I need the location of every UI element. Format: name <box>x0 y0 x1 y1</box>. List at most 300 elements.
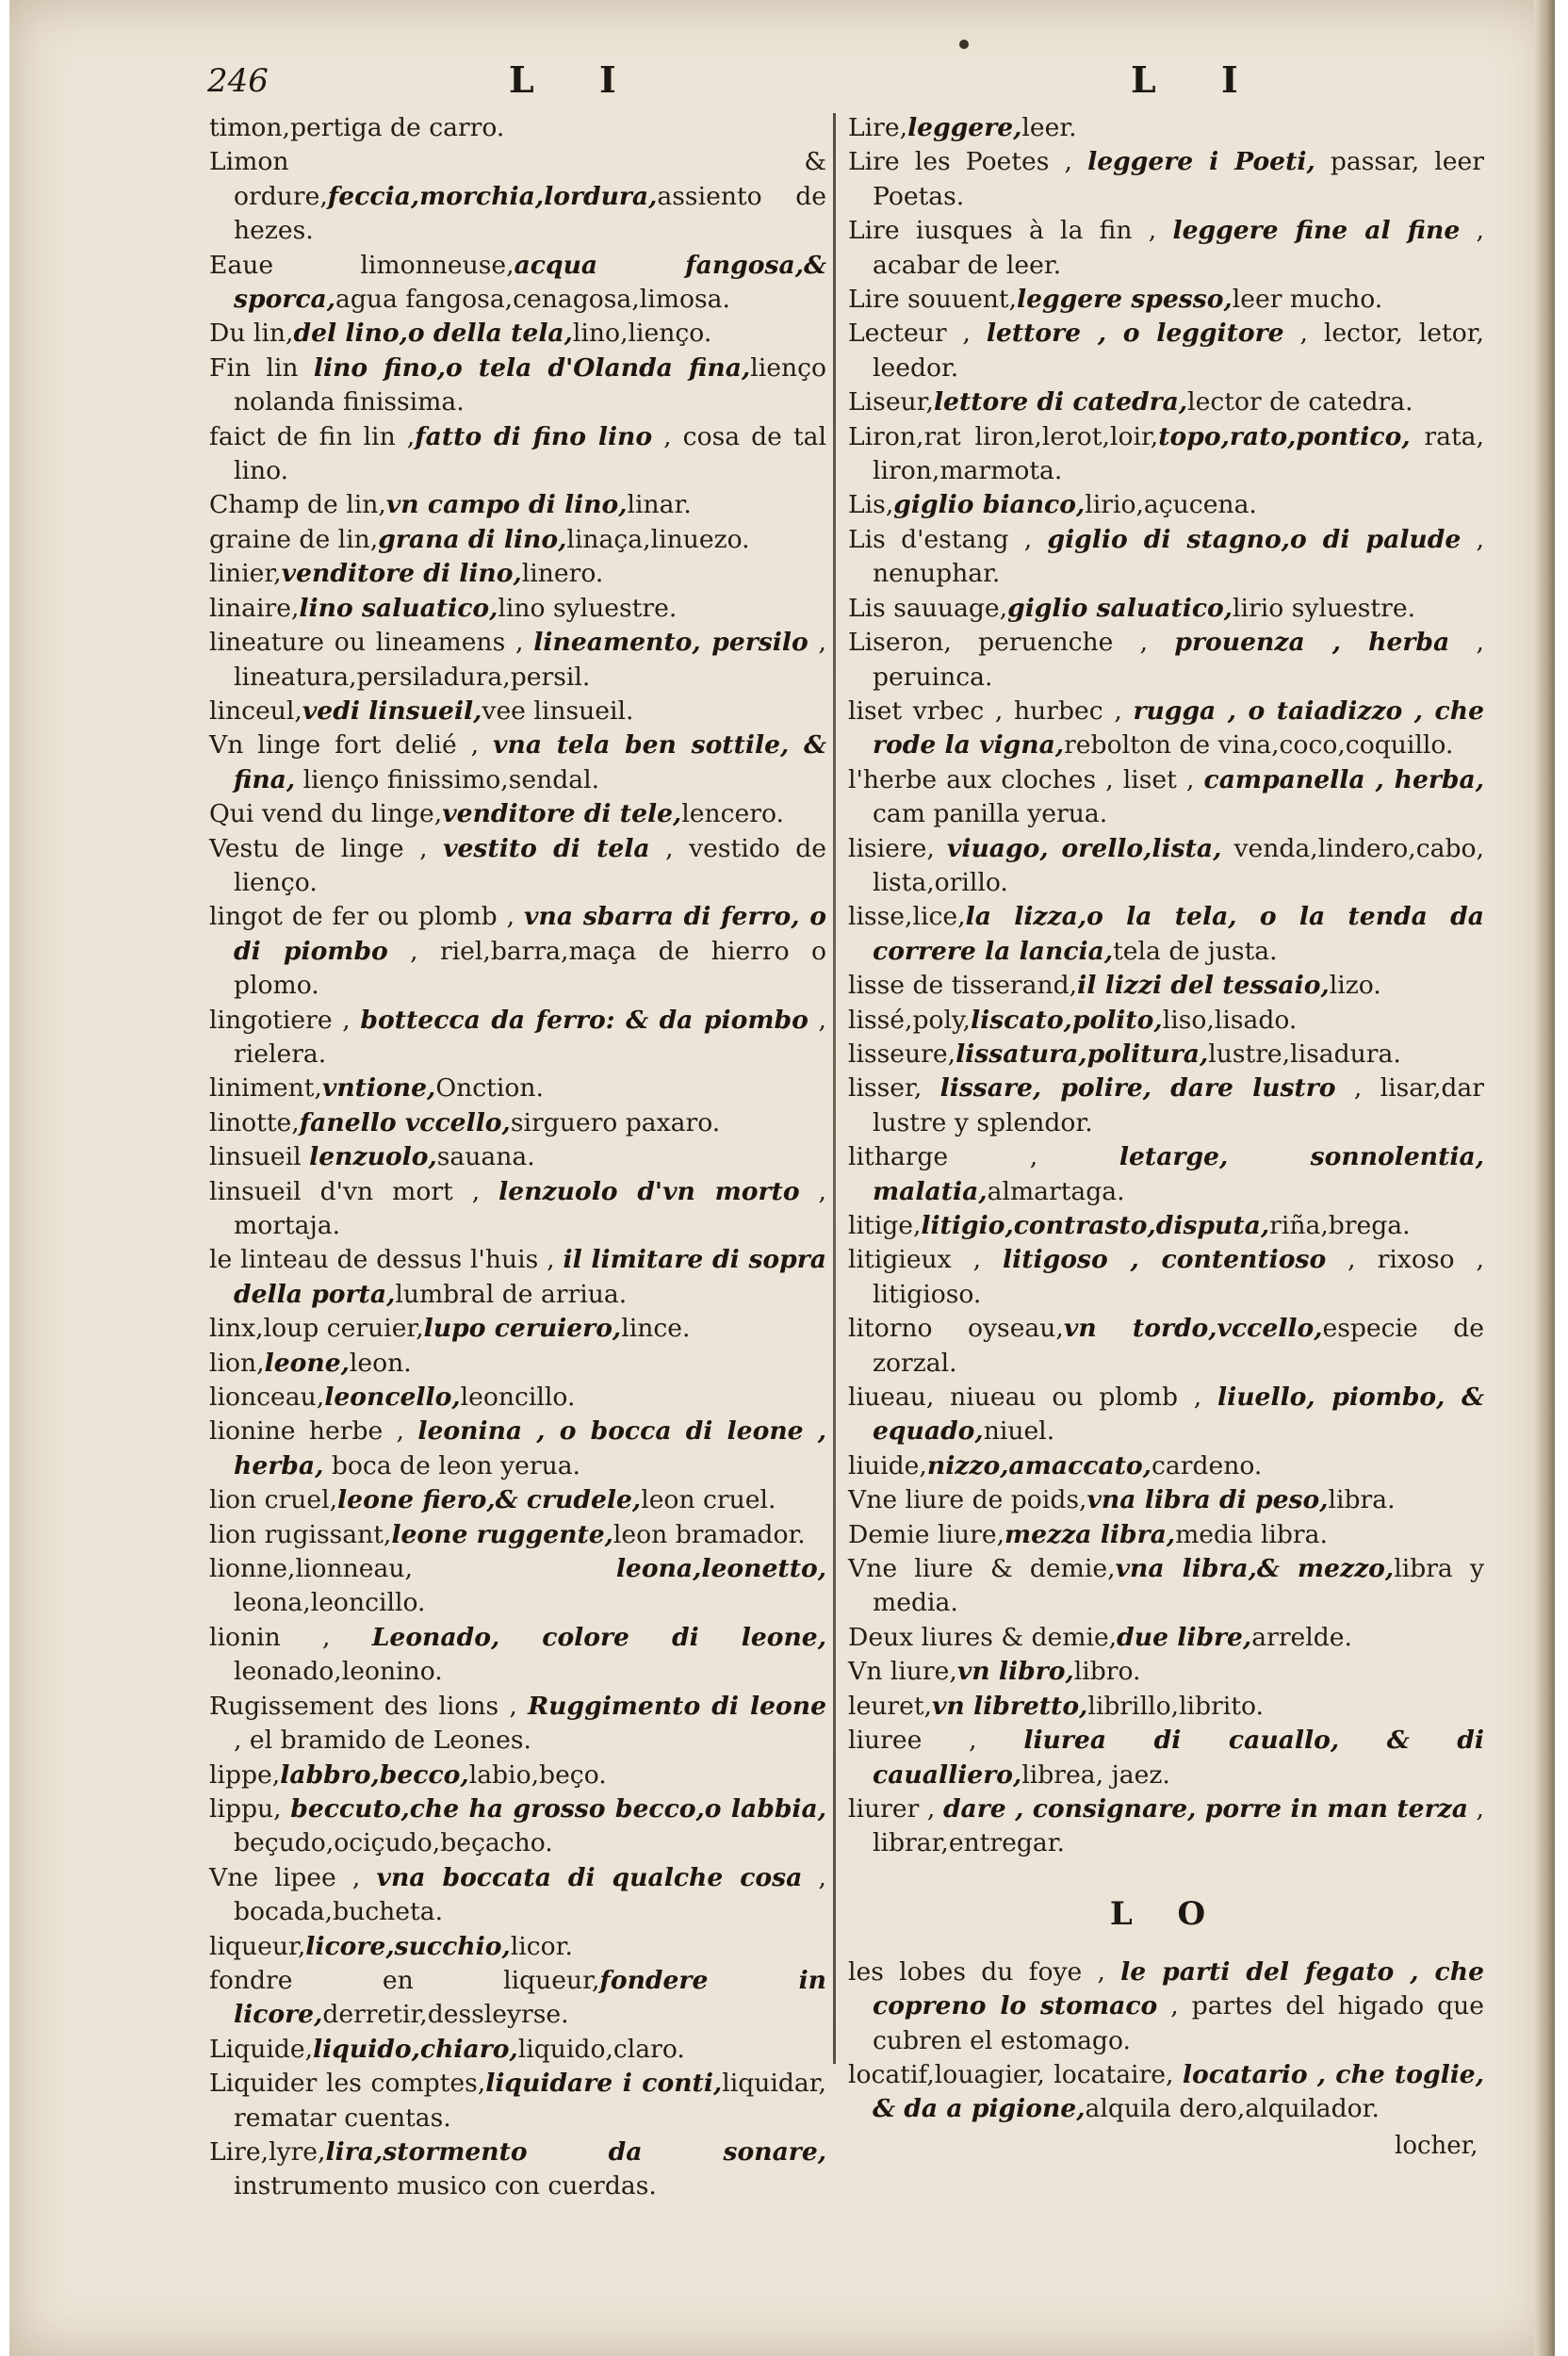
entry-french: le linteau de dessus l'huis , <box>209 1245 564 1275</box>
entry-italian: leggere i Poeti, <box>1087 147 1315 177</box>
dictionary-entry <box>848 1552 1484 1621</box>
entry-french: lionin , <box>209 1622 372 1652</box>
entry-french: lineature ou lineamens , <box>209 628 534 658</box>
entry-french: lissé,poly, <box>848 1005 971 1035</box>
dictionary-entry <box>209 1792 826 1861</box>
entry-french: lionceau, <box>209 1383 325 1413</box>
dictionary-entry <box>209 111 826 145</box>
entry-italian: leone fiero,& crudele, <box>337 1485 642 1515</box>
entry-french: Liseur, <box>848 387 934 417</box>
entry-french: liuide, <box>848 1450 927 1481</box>
entry-italian: la lizza,o la tela, o la tenda da correre la lancia, <box>873 902 1484 966</box>
entry-italian: vna boccata di qualche cosa <box>376 1862 803 1892</box>
right-running-head <box>1131 58 1319 115</box>
entry-spanish: leonado,leonino. <box>234 1657 443 1687</box>
entry-french: les lobes du foye , <box>848 1956 1121 1987</box>
entry-french: Deux liures & demie, <box>848 1622 1118 1652</box>
entry-spanish: , rielera. <box>234 1005 826 1069</box>
dictionary-entry <box>209 523 826 557</box>
dictionary-entry <box>848 1243 1484 1312</box>
entry-italian: leggere, <box>907 113 1022 142</box>
entry-spanish: librea, jaez. <box>1021 1759 1170 1790</box>
entry-spanish: lustre,lisadura. <box>1208 1039 1401 1069</box>
entry-italian: leggere fine al fine <box>1172 216 1461 246</box>
entry-italian: lettore , o leggitore <box>986 319 1284 349</box>
entry-spanish: lino,lienço. <box>572 319 712 349</box>
entry-french: linier, <box>209 559 282 589</box>
entry-italian: il limitare di sopra della porta, <box>234 1245 826 1309</box>
entry-spanish: lienço finissimo,sendal. <box>295 764 600 794</box>
entry-french: lion, <box>209 1348 265 1378</box>
entry-french: lisse de tisserand, <box>848 971 1078 1001</box>
dictionary-entry <box>848 214 1484 283</box>
entry-italian: bottecca da ferro: & da piombo <box>360 1005 808 1035</box>
entry-spanish: especie de zorzal. <box>873 1314 1484 1378</box>
dictionary-entry <box>848 900 1484 969</box>
entry-french: Lecteur , <box>848 319 987 349</box>
entry-french: Lire,lyre, <box>209 2136 326 2167</box>
entry-italian: liuello, piombo, & equado, <box>873 1383 1484 1447</box>
left-running-head <box>207 58 858 115</box>
entry-italian: giglio bianco, <box>893 490 1086 520</box>
entry-italian: vntione, <box>321 1073 436 1104</box>
entry-spanish: , bocada,bucheta. <box>234 1862 826 1927</box>
entry-spanish: licor. <box>510 1931 573 1961</box>
entry-italian: leone ruggente, <box>391 1519 613 1549</box>
entry-french: Lis d'estang , <box>848 524 1048 554</box>
entry-spanish: niuel. <box>983 1416 1055 1447</box>
entry-italian: Ruggimento di leone <box>528 1691 826 1721</box>
entry-spanish: , cosa de tal lino. <box>234 421 826 486</box>
entry-italian: vna sbarra di ferro, o di piombo <box>234 902 826 966</box>
book-page <box>9 0 1555 2356</box>
dictionary-entry <box>848 1955 1484 2058</box>
entry-spanish: libra y media. <box>873 1554 1485 1618</box>
entry-french: locatif,louagier, locataire, <box>848 2059 1183 2089</box>
entry-italian: vn libro, <box>956 1657 1074 1687</box>
dictionary-entry <box>209 832 826 901</box>
right-column <box>848 111 1484 2127</box>
entry-french: lippe, <box>209 1759 281 1790</box>
dictionary-entry <box>209 1930 826 1964</box>
entry-italian: lissatura,politura, <box>956 1039 1209 1069</box>
entry-spanish: venda,lindero,cabo, lista,orillo. <box>873 833 1484 897</box>
dictionary-entry <box>209 2067 826 2135</box>
dictionary-entry <box>848 145 1484 214</box>
entry-french: Vestu de linge , <box>209 833 444 863</box>
entry-spanish: leer. <box>1021 113 1077 142</box>
entry-spanish: lector de catedra. <box>1187 387 1413 417</box>
entry-spanish: lienço nolanda finissima. <box>234 352 826 417</box>
entry-spanish: almartaga. <box>987 1176 1125 1206</box>
entry-italian: lino saluatico, <box>299 593 498 623</box>
entry-italian: giglio di stagno,o di palude <box>1047 524 1462 554</box>
entry-italian: liurea di cauallo, & di caualliero, <box>873 1726 1484 1790</box>
entry-italian: rugga , o taiadizzo , che rode la vigna, <box>873 695 1484 761</box>
entry-french: liueau, niueau ou plomb , <box>848 1383 1218 1413</box>
dictionary-entry <box>848 523 1484 592</box>
entry-french: Liquide, <box>209 2034 314 2064</box>
entry-spanish: leoncillo. <box>460 1383 576 1413</box>
page-number: 246 <box>207 62 269 100</box>
entry-italian: grana di lino, <box>378 524 567 554</box>
entry-spanish: riña,brega. <box>1269 1211 1411 1240</box>
dictionary-entry <box>848 969 1484 1003</box>
dictionary-entry <box>848 420 1484 489</box>
entry-french: lion rugissant, <box>209 1519 392 1549</box>
dictionary-entry <box>848 1449 1484 1483</box>
entry-spanish: linero. <box>521 559 604 589</box>
entry-spanish: lirio syluestre. <box>1233 593 1416 623</box>
dictionary-entry <box>848 1621 1484 1655</box>
entry-italian: giglio saluatico, <box>1007 593 1233 623</box>
dictionary-entry <box>209 249 826 318</box>
entry-italian: labbro,becco, <box>280 1759 469 1790</box>
entry-italian: leoncello, <box>324 1383 461 1413</box>
entry-french: Du lin, <box>209 319 294 349</box>
entry-french: Rugissement des lions , <box>209 1691 529 1721</box>
entry-spanish: cam panilla yerua. <box>873 799 1108 829</box>
entry-spanish: lino syluestre. <box>498 593 678 623</box>
dictionary-entry <box>848 1004 1484 1038</box>
entry-italian: locatario , che toglie, & da a pigione, <box>873 2059 1484 2124</box>
dictionary-entry <box>209 1004 826 1072</box>
entry-italian: vna tela ben sottile, & fina, <box>234 730 826 794</box>
entry-french: lippu, <box>209 1793 291 1824</box>
dictionary-entry <box>848 592 1484 626</box>
dictionary-entry <box>209 1140 826 1174</box>
right-head-letters: L I <box>1131 58 1265 101</box>
entry-italian: liquidare i conti, <box>485 2069 723 2099</box>
entry-french: fondre en liqueur, <box>209 1965 600 1995</box>
entry-spanish: libra. <box>1328 1485 1396 1515</box>
entry-spanish: linaça,linuezo. <box>566 524 750 554</box>
entry-spanish: passar, leer Poetas. <box>873 147 1484 211</box>
dictionary-entry <box>848 1483 1484 1517</box>
entry-spanish: agua fangosa,cenagosa,limosa. <box>335 285 730 315</box>
entry-spanish: lince. <box>621 1314 691 1344</box>
entry-italian: lineamento, persilo <box>533 628 808 658</box>
dictionary-entry <box>209 1381 826 1415</box>
entry-french: Lire iusques à la fin , <box>848 216 1173 246</box>
dictionary-entry <box>848 1209 1484 1243</box>
dictionary-entry <box>848 1381 1484 1449</box>
dictionary-entry <box>848 1072 1484 1140</box>
entry-spanish: tela de justa. <box>1113 936 1278 966</box>
entry-spanish: media libra. <box>1175 1519 1328 1549</box>
entry-spanish: , nenuphar. <box>873 524 1484 589</box>
dictionary-entry <box>209 1621 826 1690</box>
dictionary-entry <box>209 352 826 420</box>
dictionary-entry <box>848 283 1484 317</box>
dictionary-entry <box>209 1552 826 1621</box>
entry-italian: lettore di catedra, <box>933 387 1188 417</box>
dictionary-entry <box>848 1038 1484 1072</box>
entry-italian: fanello vccello, <box>299 1107 511 1137</box>
entry-italian: lissare, polire, dare lustro <box>939 1073 1336 1104</box>
entry-italian: topo,rato,pontico, <box>1158 421 1411 451</box>
dictionary-entry <box>209 1175 826 1244</box>
entry-spanish: , lineatura,persiladura,persil. <box>234 628 826 692</box>
dictionary-entry <box>848 832 1484 901</box>
entry-spanish: leon. <box>349 1348 412 1378</box>
entry-spanish: lirio,açucena. <box>1085 490 1257 520</box>
entry-spanish: , mortaja. <box>234 1176 826 1240</box>
section-heading: L O <box>1109 1894 1223 1933</box>
entry-french: Vne lipee , <box>209 1862 377 1892</box>
entry-italian: le parti del fegato , che copreno lo stomaco <box>873 1956 1484 2021</box>
entry-italian: vedi linsueil, <box>302 695 482 726</box>
entry-french: Lis, <box>848 490 894 520</box>
entry-spanish: alquila dero,alquilador. <box>1085 2094 1380 2124</box>
entry-italian: litigio,contrasto,disputa, <box>921 1211 1270 1240</box>
entry-french: leuret, <box>848 1691 932 1721</box>
entry-french: litharge , <box>848 1142 1119 1172</box>
dictionary-entry <box>209 900 826 1003</box>
entry-italian: liquido,chiaro, <box>313 2034 518 2064</box>
entry-italian: vn campo di lino, <box>385 490 628 520</box>
entry-spanish: lumbral de arriua. <box>395 1279 628 1309</box>
entry-italian: due libre, <box>1117 1622 1252 1652</box>
entry-french: Lire les Poetes , <box>848 147 1088 177</box>
dictionary-entry <box>209 1106 826 1140</box>
entry-french: litigieux , <box>848 1245 1004 1275</box>
entry-italian: acqua fangosa,& sporca, <box>234 250 826 315</box>
dictionary-entry <box>848 1518 1484 1552</box>
entry-french: Liquider les comptes, <box>209 2069 486 2099</box>
dictionary-entry <box>209 557 826 591</box>
entry-spanish: , partes del higado que cubren el estomago. <box>873 1991 1484 2055</box>
entry-spanish: leon bramador. <box>612 1519 806 1549</box>
left-column <box>209 111 826 2204</box>
column-rule <box>833 113 836 2064</box>
entry-italian: lenzuolo d'vn morto <box>498 1176 800 1206</box>
entry-french: Vne liure de poids, <box>848 1485 1087 1515</box>
entry-spanish: , librar,entregar. <box>873 1793 1484 1858</box>
dictionary-entry <box>209 2135 826 2204</box>
entry-spanish: , riel,barra,maça de hierro o plomo. <box>234 936 826 1001</box>
entry-italian: leonina , o bocca di leone , herba, <box>234 1416 826 1481</box>
entry-spanish: assiento de hezes. <box>234 181 826 246</box>
dictionary-entry <box>209 1759 826 1792</box>
dictionary-entry <box>848 1792 1484 1861</box>
left-head-letters: L I <box>509 58 643 101</box>
dictionary-entry <box>209 1243 826 1312</box>
dictionary-entry <box>209 1415 826 1483</box>
entry-italian: vestito di tela <box>443 833 650 863</box>
entry-french: Lire souuent, <box>848 285 1017 315</box>
dictionary-entry <box>848 488 1484 522</box>
entry-french: linsueil d'vn mort , <box>209 1176 499 1206</box>
entry-french: liqueur, <box>209 1931 306 1961</box>
entry-french: graine de lin, <box>209 524 379 554</box>
dictionary-entry <box>848 695 1484 763</box>
entry-italian: lino fino,o tela d'Olanda fina, <box>313 352 751 383</box>
entry-french: Lire, <box>848 113 908 142</box>
entry-french: liurer , <box>848 1793 943 1824</box>
entry-italian: venditore di lino, <box>281 559 522 589</box>
entry-spanish: cardeno. <box>1152 1450 1263 1481</box>
ink-mark <box>959 40 969 49</box>
entry-french: Fin lin <box>209 352 314 383</box>
entry-italian: leona,leonetto, <box>615 1554 826 1584</box>
entry-french: Vn linge fort delié , <box>209 730 494 761</box>
dictionary-entry <box>209 145 826 248</box>
entry-french: lisiere, <box>848 833 947 863</box>
entry-italian: lenzuolo, <box>309 1142 437 1172</box>
entry-italian: litigoso , contentioso <box>1003 1245 1327 1275</box>
lo-entries <box>848 1955 1484 2127</box>
dictionary-entry <box>209 797 826 831</box>
dictionary-entry <box>848 1690 1484 1724</box>
dictionary-entry <box>209 1861 826 1930</box>
dictionary-entry <box>209 1964 826 2033</box>
dictionary-entry <box>848 111 1484 145</box>
dictionary-entry <box>209 1347 826 1381</box>
dictionary-entry <box>209 1312 826 1346</box>
entry-spanish: , vestido de lienço. <box>234 833 826 897</box>
entry-italian: fondere in licore, <box>234 1965 827 2030</box>
entry-italian: lupo ceruiero, <box>423 1314 622 1344</box>
dictionary-entry <box>848 317 1484 385</box>
dictionary-entry <box>209 1483 826 1517</box>
entry-french: lisser, <box>848 1073 940 1104</box>
entry-french: liuree , <box>848 1726 1024 1756</box>
entry-spanish: liso,lisado. <box>1162 1005 1298 1035</box>
entry-french: litorno oyseau, <box>848 1314 1064 1344</box>
page-spine <box>1534 0 1555 2356</box>
entry-french: lisseure, <box>848 1039 956 1069</box>
entry-italian: vn tordo,vccello, <box>1063 1314 1323 1344</box>
dictionary-entry <box>209 592 826 626</box>
entry-spanish: arrelde. <box>1251 1622 1352 1652</box>
entry-italian: fatto di fino lino <box>415 421 653 451</box>
dictionary-entry <box>209 1690 826 1759</box>
entry-french: litige, <box>848 1211 922 1240</box>
entry-italian: licore,succhio, <box>305 1931 511 1961</box>
entry-spanish: derretir,dessleyrse. <box>322 2000 569 2030</box>
entry-italian: lira,stormento da sonare, <box>325 2136 826 2167</box>
entry-italian: viuago, orello,lista, <box>946 833 1222 863</box>
entry-french: Vne liure & demie, <box>848 1554 1116 1584</box>
entry-spanish: rata, liron,marmota. <box>873 421 1484 486</box>
entry-french: linceul, <box>209 695 302 726</box>
dictionary-entry <box>209 420 826 489</box>
entry-spanish: libro. <box>1073 1657 1141 1687</box>
dictionary-entry <box>848 763 1484 832</box>
entry-spanish: rebolton de vina,coco,coquillo. <box>1064 730 1454 761</box>
entry-french: linaire, <box>209 593 300 623</box>
entry-italian: beccuto,che ha grosso becco,o labbia, <box>290 1793 827 1824</box>
dictionary-entry <box>848 1312 1484 1381</box>
entry-spanish: , rixoso , litigioso. <box>873 1245 1484 1309</box>
entry-italian: vn libretto, <box>931 1691 1088 1721</box>
dictionary-entry <box>848 626 1484 695</box>
entry-spanish: leona,leoncillo. <box>234 1588 426 1618</box>
dictionary-entry <box>848 1140 1484 1209</box>
dictionary-entry <box>209 728 826 797</box>
dictionary-entry <box>848 385 1484 419</box>
entry-italian: mezza libra, <box>1004 1519 1176 1549</box>
entry-spanish: liquidar, rematar cuentas. <box>234 2069 826 2133</box>
entry-french: linx,loup ceruier, <box>209 1314 424 1344</box>
entry-french: linsueil <box>209 1142 310 1172</box>
entry-spanish: beçudo,ociçudo,beçacho. <box>234 1828 553 1858</box>
catchword: locher, <box>1395 2132 1478 2160</box>
entry-italian: feccia,morchia,lordura, <box>327 181 658 211</box>
entry-spanish: lizo. <box>1329 971 1381 1001</box>
dictionary-entry <box>209 1072 826 1105</box>
entry-italian: vna libra,& mezzo, <box>1115 1554 1395 1584</box>
entry-french: lingot de fer ou plomb , <box>209 902 525 932</box>
entry-french: l'herbe aux cloches , liset , <box>848 764 1204 794</box>
entry-italian: dare , consignare, porre in man terza <box>942 1793 1468 1824</box>
entry-spanish: sauana. <box>436 1142 535 1172</box>
entry-italian: liscato,polito, <box>970 1005 1163 1035</box>
entry-french: Champ de lin, <box>209 490 386 520</box>
entry-french: liniment, <box>209 1073 322 1104</box>
entry-spanish: , peruinca. <box>873 628 1484 692</box>
entry-french: Limon & ordure, <box>209 147 826 211</box>
entry-french: linotte, <box>209 1107 300 1137</box>
entry-french: lingotiere , <box>209 1005 361 1035</box>
dictionary-entry <box>209 626 826 695</box>
entry-spanish: lencero. <box>681 799 784 829</box>
entry-italian: vna libra di peso, <box>1086 1485 1329 1515</box>
entry-french: Lis sauuage, <box>848 593 1008 623</box>
dictionary-entry <box>209 1518 826 1552</box>
entry-spanish: labio,beço. <box>468 1759 607 1790</box>
entry-french: Eaue limonneuse, <box>209 250 514 280</box>
right-entries <box>848 111 1484 1861</box>
entry-french: liset vrbec , hurbec , <box>848 695 1134 726</box>
dictionary-entry <box>848 1724 1484 1792</box>
entry-spanish: leon cruel. <box>641 1485 776 1515</box>
entry-french: Liseron, peruenche , <box>848 628 1175 658</box>
entry-french: Vn liure, <box>848 1657 957 1687</box>
entry-spanish: liquido,claro. <box>517 2034 685 2064</box>
entry-spanish: , el bramido de Leones. <box>234 1726 531 1756</box>
entry-italian: leggere spesso, <box>1017 285 1233 315</box>
dictionary-entry <box>209 488 826 522</box>
entry-french: timon,pertiga de carro. <box>209 113 505 142</box>
entry-spanish: , lisar,dar lustre y splendor. <box>873 1073 1484 1137</box>
entry-spanish: linar. <box>627 490 692 520</box>
entry-spanish: vee linsueil. <box>482 695 634 726</box>
entry-french: lionine herbe , <box>209 1416 418 1447</box>
entry-french: Qui vend du linge, <box>209 799 443 829</box>
entry-spanish: librillo,librito. <box>1087 1691 1264 1721</box>
entry-italian: Leonado, colore di leone, <box>371 1622 826 1652</box>
entry-spanish: boca de leon yerua. <box>323 1450 581 1481</box>
entry-french: lionne,lionneau, <box>209 1554 616 1584</box>
entry-italian: nizzo,amaccato, <box>926 1450 1152 1481</box>
entry-french: Demie liure, <box>848 1519 1005 1549</box>
entry-italian: prouenza , herba <box>1174 628 1450 658</box>
entry-italian: venditore di tele, <box>442 799 682 829</box>
entry-french: lisse,lice, <box>848 902 966 932</box>
entry-italian: il lizzi del tessaio, <box>1077 971 1330 1001</box>
dictionary-entry <box>848 1655 1484 1689</box>
entry-spanish: , acabar de leer. <box>873 216 1484 280</box>
dictionary-entry <box>848 2058 1484 2127</box>
entry-italian: campanella , herba, <box>1203 764 1484 794</box>
dictionary-entry <box>209 695 826 728</box>
entry-italian: letarge, sonnolentia, malatia, <box>873 1142 1485 1206</box>
entry-italian: del lino,o della tela, <box>293 319 573 349</box>
entry-italian: leone, <box>264 1348 350 1378</box>
entry-spanish: Onction. <box>435 1073 544 1104</box>
